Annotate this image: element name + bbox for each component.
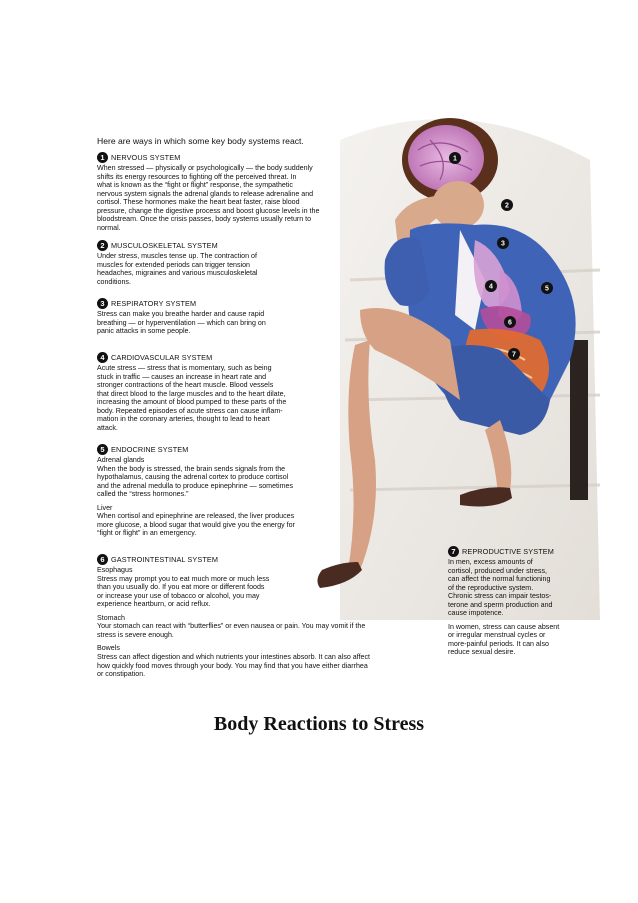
figure-marker-5: 5 [545,285,549,293]
section-body: When stressed — physically or psychologically — the body suddenly shifts its energy resources to fighting off the perceived threat. In what is known as the “fight or flight” response, the sympathetic nervous system signals the adrenal glands to release adrenaline and cortisol. These hormones make the heart beat faster, raise blood pressure, change the digestive process and boost glucose levels in the bloodstream. Once the crisis passes, body systems usually return to normal. [97,164,320,232]
section-body: Acute stress — stress that is momentary, such as being stuck in traffic — causes an increase in heart rate and stronger contractions of the heart muscle. Blood vessels that direct blood to the large muscles and to the heart dilate, increasing the amount of blood pumped to these parts of the body. Repeated episodes of acute stress can cause inflam- mation in the coronary arteries, thought to lead to heart attack. [97,364,287,432]
figure-marker-3: 3 [501,240,505,248]
intro-text: Here are ways in which some key body systems react. [97,136,304,146]
subsection-esophagus: Esophagus [97,566,133,574]
section-body: Stress can affect digestion and which nutrients your intestines absorb. It can also affect how quickly food moves through your body. You may find that you have either diarrhea or constipation. [97,653,371,679]
section-body: In women, stress can cause absent or irregular menstrual cycles or more-painful periods. It can also reduce sexual desire. [448,622,560,657]
subsection-stomach: Stomach [97,613,125,622]
section-number-badge: 6 [97,554,108,565]
section-nervous-system [97,152,337,232]
section-number-badge: 2 [97,240,108,251]
section-endocrine-system [97,444,337,538]
figure-marker-7: 7 [512,351,516,359]
figure-marker-1: 1 [453,155,457,163]
section-body: Stress can make you breathe harder and cause rapid breathing — or hyperventilation — which can bring on panic attacks in some people. [97,310,266,336]
page-title: Body Reactions to Stress [213,713,425,735]
section-body: When the body is stressed, the brain sends signals from the hypothalamus, causing the adrenal cortex to produce cortisol and the adrenal medulla to produce epinephrine — sometimes called the “stress hormones.” [97,464,293,499]
section-title: MUSCULOSKELETAL SYSTEM [111,241,218,250]
section-body: Under stress, muscles tense up. The contraction of muscles for extended periods can trigger tension headaches, migraines and various musculoskeletal conditions. [97,252,258,286]
section-cardiovascular-system [97,352,337,432]
section-title: REPRODUCTIVE SYSTEM [462,547,554,556]
section-body: Your stomach can react with “butterflies” or even nausea or pain. You may vomit if the stress is severe enough. [97,622,366,639]
section-number-badge: 7 [448,546,459,557]
section-musculoskeletal-system [97,240,337,286]
section-number-badge: 3 [97,298,108,309]
section-body: In men, excess amounts of cortisol, produced under stress, can affect the normal functioning of the reproductive system. Chronic stress can impair testos- terone and sperm production and cause impotence. [448,558,553,618]
subsection-bowels: Bowels [97,644,120,653]
section-number-badge: 5 [97,444,108,455]
subsection-adrenal-glands: Adrenal glands [97,456,145,464]
section-title: CARDIOVASCULAR SYSTEM [111,353,213,362]
figure-marker-4: 4 [489,283,493,291]
section-title: NERVOUS SYSTEM [111,153,181,162]
figure-marker-6: 6 [508,319,512,327]
section-gastrointestinal-system [97,554,407,679]
section-title: RESPIRATORY SYSTEM [111,299,197,308]
section-title: GASTROINTESTINAL SYSTEM [111,555,219,564]
section-title: ENDOCRINE SYSTEM [111,445,189,454]
section-body: Stress may prompt you to eat much more or much less than you usually do. If you eat more or different foods or increase your use of tobacco or alcohol, you may experience heartburn, or acid reflux. [97,574,270,609]
stressed-woman-anatomy-illustration [300,100,600,620]
section-number-badge: 4 [97,352,108,363]
section-number-badge: 1 [97,152,108,163]
section-respiratory-system [97,298,337,336]
section-body: When cortisol and epinephrine are released, the liver produces more glucose, a blood sugar that would give you the energy for “fight or flight” in an emergency. [97,512,295,538]
figure-marker-2: 2 [505,202,509,210]
section-reproductive-system [448,546,598,657]
subsection-liver: Liver [97,503,113,512]
